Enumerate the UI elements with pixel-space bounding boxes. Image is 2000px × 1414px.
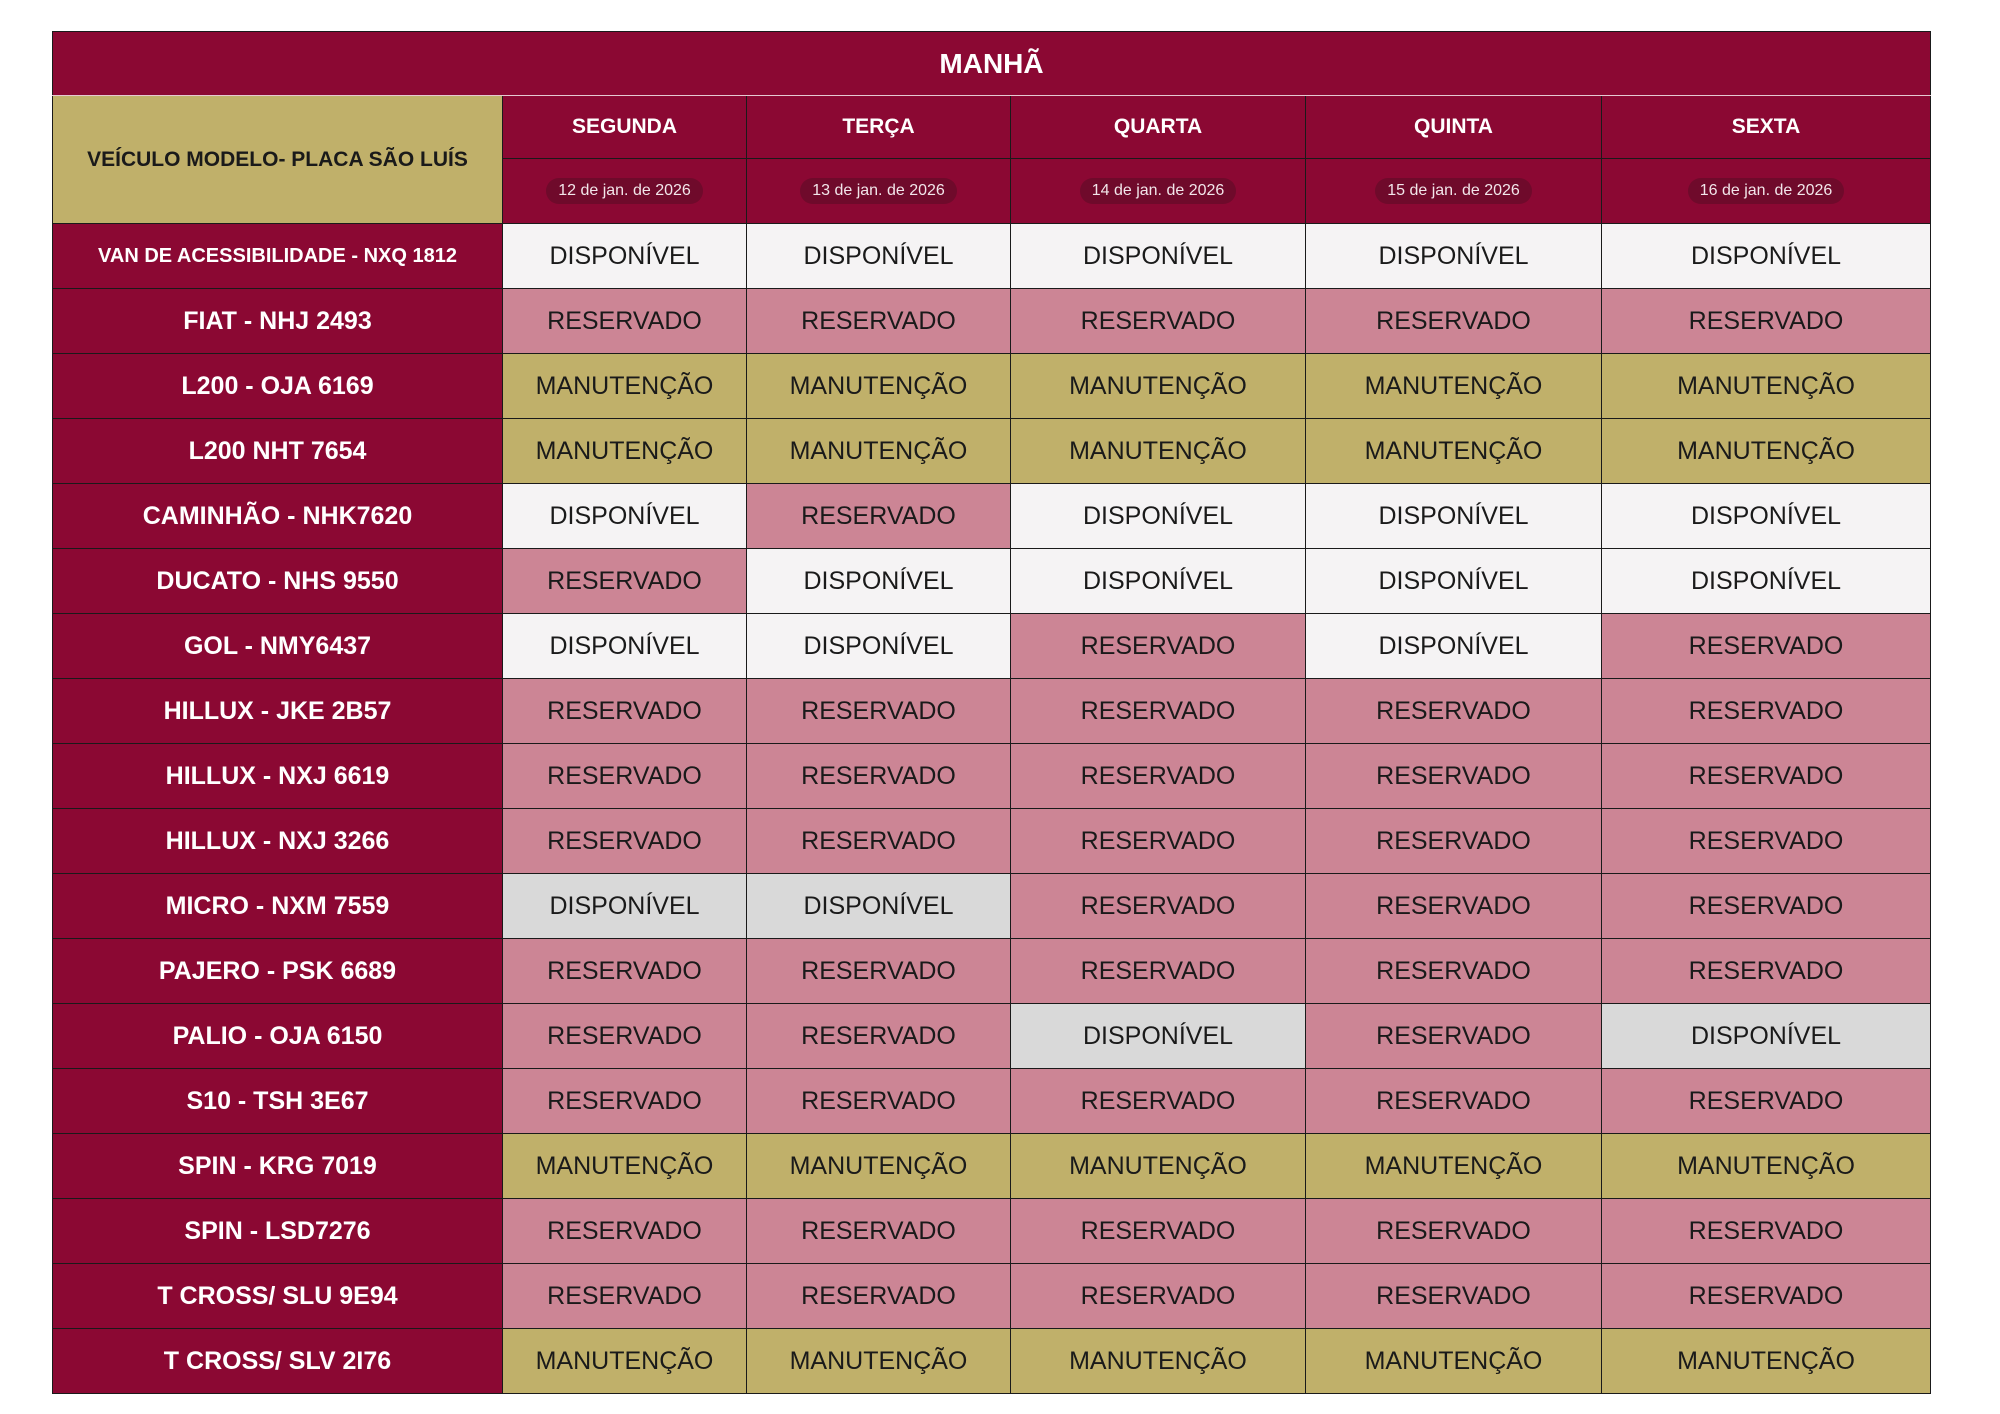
date-cell — [503, 159, 747, 224]
status-cell: DISPONÍVEL — [503, 874, 747, 939]
table-row — [53, 1069, 1931, 1134]
status-cell: RESERVADO — [747, 939, 1011, 1004]
table-row — [53, 744, 1931, 809]
status-cell: RESERVADO — [1011, 679, 1306, 744]
status-cell: DISPONÍVEL — [503, 484, 747, 549]
status-cell: DISPONÍVEL — [1602, 224, 1931, 289]
status-cell: RESERVADO — [1306, 1069, 1602, 1134]
status-cell: RESERVADO — [503, 549, 747, 614]
status-cell: RESERVADO — [747, 809, 1011, 874]
vehicle-name: MICRO - NXM 7559 — [53, 874, 503, 939]
status-cell: RESERVADO — [503, 289, 747, 354]
status-cell: RESERVADO — [747, 744, 1011, 809]
status-cell: RESERVADO — [503, 1199, 747, 1264]
status-cell: MANUTENÇÃO — [1011, 354, 1306, 419]
table-row — [53, 1199, 1931, 1264]
status-cell: RESERVADO — [1011, 289, 1306, 354]
status-cell: MANUTENÇÃO — [1602, 419, 1931, 484]
status-cell: DISPONÍVEL — [1306, 614, 1602, 679]
status-cell: RESERVADO — [1602, 1199, 1931, 1264]
status-cell: MANUTENÇÃO — [1306, 419, 1602, 484]
vehicle-name: GOL - NMY6437 — [53, 614, 503, 679]
table-row — [53, 874, 1931, 939]
date-chip: 16 de jan. de 2026 — [1688, 178, 1845, 204]
vehicle-name: CAMINHÃO - NHK7620 — [53, 484, 503, 549]
day-header: QUARTA — [1011, 96, 1306, 159]
status-cell: MANUTENÇÃO — [503, 354, 747, 419]
status-cell: RESERVADO — [1011, 744, 1306, 809]
status-cell: RESERVADO — [1306, 1264, 1602, 1329]
vehicle-name: SPIN - LSD7276 — [53, 1199, 503, 1264]
date-chip: 12 de jan. de 2026 — [546, 178, 703, 204]
status-cell: RESERVADO — [503, 809, 747, 874]
table-row — [53, 809, 1931, 874]
status-cell: RESERVADO — [1306, 809, 1602, 874]
status-cell: DISPONÍVEL — [747, 549, 1011, 614]
status-cell: DISPONÍVEL — [1011, 224, 1306, 289]
status-cell: DISPONÍVEL — [1306, 549, 1602, 614]
status-cell: RESERVADO — [1602, 1264, 1931, 1329]
status-cell: RESERVADO — [1602, 1069, 1931, 1134]
status-cell: DISPONÍVEL — [1306, 224, 1602, 289]
status-cell: RESERVADO — [747, 679, 1011, 744]
table-row — [53, 289, 1931, 354]
vehicle-name: SPIN - KRG 7019 — [53, 1134, 503, 1199]
status-cell: DISPONÍVEL — [747, 224, 1011, 289]
date-chip: 14 de jan. de 2026 — [1080, 178, 1237, 204]
day-header-row — [53, 96, 1931, 159]
date-cell — [1306, 159, 1602, 224]
vehicle-schedule-table — [52, 31, 1931, 1394]
table-row — [53, 939, 1931, 1004]
status-cell: MANUTENÇÃO — [1306, 1134, 1602, 1199]
title-row — [53, 32, 1931, 96]
status-cell: MANUTENÇÃO — [1011, 1329, 1306, 1394]
vehicle-name: PAJERO - PSK 6689 — [53, 939, 503, 1004]
status-cell: RESERVADO — [747, 1199, 1011, 1264]
status-cell: RESERVADO — [1011, 939, 1306, 1004]
schedule-title: MANHÃ — [53, 32, 1931, 96]
status-cell: DISPONÍVEL — [747, 614, 1011, 679]
status-cell: DISPONÍVEL — [503, 614, 747, 679]
vehicle-name: HILLUX - NXJ 6619 — [53, 744, 503, 809]
status-cell: DISPONÍVEL — [1306, 484, 1602, 549]
status-cell: MANUTENÇÃO — [747, 1134, 1011, 1199]
vehicle-name: DUCATO - NHS 9550 — [53, 549, 503, 614]
table-row — [53, 1264, 1931, 1329]
status-cell: RESERVADO — [1011, 614, 1306, 679]
status-cell: DISPONÍVEL — [1602, 1004, 1931, 1069]
date-cell — [747, 159, 1011, 224]
status-cell: MANUTENÇÃO — [747, 419, 1011, 484]
status-cell: DISPONÍVEL — [1011, 484, 1306, 549]
status-cell: RESERVADO — [1306, 1199, 1602, 1264]
status-cell: MANUTENÇÃO — [1306, 1329, 1602, 1394]
vehicle-name: HILLUX - NXJ 3266 — [53, 809, 503, 874]
table-row — [53, 419, 1931, 484]
status-cell: RESERVADO — [1306, 874, 1602, 939]
status-cell: DISPONÍVEL — [1602, 484, 1931, 549]
table-row — [53, 354, 1931, 419]
day-header: SEGUNDA — [503, 96, 747, 159]
status-cell: RESERVADO — [747, 1264, 1011, 1329]
vehicle-name: S10 - TSH 3E67 — [53, 1069, 503, 1134]
vehicle-name: L200 NHT 7654 — [53, 419, 503, 484]
day-header: QUINTA — [1306, 96, 1602, 159]
vehicle-name: T CROSS/ SLV 2I76 — [53, 1329, 503, 1394]
table-row — [53, 1329, 1931, 1394]
status-cell: RESERVADO — [503, 1264, 747, 1329]
status-cell: RESERVADO — [747, 1004, 1011, 1069]
vehicle-name: T CROSS/ SLU 9E94 — [53, 1264, 503, 1329]
date-chip: 13 de jan. de 2026 — [800, 178, 957, 204]
status-cell: MANUTENÇÃO — [1306, 354, 1602, 419]
status-cell: RESERVADO — [1602, 679, 1931, 744]
status-cell: RESERVADO — [1011, 1069, 1306, 1134]
status-cell: RESERVADO — [1306, 289, 1602, 354]
date-cell — [1011, 159, 1306, 224]
status-cell: RESERVADO — [503, 679, 747, 744]
status-cell: MANUTENÇÃO — [747, 354, 1011, 419]
table-row — [53, 549, 1931, 614]
status-cell: RESERVADO — [1306, 744, 1602, 809]
day-header: SEXTA — [1602, 96, 1931, 159]
vehicle-name: PALIO - OJA 6150 — [53, 1004, 503, 1069]
status-cell: RESERVADO — [747, 484, 1011, 549]
status-cell: DISPONÍVEL — [1011, 1004, 1306, 1069]
status-cell: RESERVADO — [1011, 1264, 1306, 1329]
status-cell: MANUTENÇÃO — [1602, 1329, 1931, 1394]
status-cell: DISPONÍVEL — [1011, 549, 1306, 614]
status-cell: MANUTENÇÃO — [503, 419, 747, 484]
status-cell: DISPONÍVEL — [503, 224, 747, 289]
status-cell: RESERVADO — [503, 1004, 747, 1069]
status-cell: DISPONÍVEL — [747, 874, 1011, 939]
vehicle-column-header: VEÍCULO MODELO- PLACA SÃO LUÍS — [53, 96, 503, 224]
status-cell: RESERVADO — [1602, 939, 1931, 1004]
table-row — [53, 1004, 1931, 1069]
status-cell: MANUTENÇÃO — [1011, 419, 1306, 484]
vehicle-name: L200 - OJA 6169 — [53, 354, 503, 419]
status-cell: MANUTENÇÃO — [1011, 1134, 1306, 1199]
table-row — [53, 1134, 1931, 1199]
status-cell: RESERVADO — [1011, 874, 1306, 939]
date-chip: 15 de jan. de 2026 — [1375, 178, 1532, 204]
status-cell: MANUTENÇÃO — [747, 1329, 1011, 1394]
status-cell: RESERVADO — [1306, 679, 1602, 744]
table-row — [53, 679, 1931, 744]
status-cell: RESERVADO — [1602, 809, 1931, 874]
status-cell: RESERVADO — [1011, 809, 1306, 874]
status-cell: RESERVADO — [747, 289, 1011, 354]
status-cell: RESERVADO — [1306, 1004, 1602, 1069]
status-cell: RESERVADO — [503, 939, 747, 1004]
status-cell: RESERVADO — [1602, 744, 1931, 809]
status-cell: RESERVADO — [1602, 874, 1931, 939]
status-cell: RESERVADO — [1602, 289, 1931, 354]
day-header: TERÇA — [747, 96, 1011, 159]
status-cell: MANUTENÇÃO — [503, 1329, 747, 1394]
vehicle-name: FIAT - NHJ 2493 — [53, 289, 503, 354]
table-row — [53, 614, 1931, 679]
vehicle-name: HILLUX - JKE 2B57 — [53, 679, 503, 744]
status-cell: RESERVADO — [747, 1069, 1011, 1134]
status-cell: DISPONÍVEL — [1602, 549, 1931, 614]
status-cell: RESERVADO — [1306, 939, 1602, 1004]
status-cell: MANUTENÇÃO — [1602, 1134, 1931, 1199]
date-cell — [1602, 159, 1931, 224]
table-row — [53, 224, 1931, 289]
status-cell: RESERVADO — [1011, 1199, 1306, 1264]
status-cell: RESERVADO — [503, 744, 747, 809]
status-cell: MANUTENÇÃO — [503, 1134, 747, 1199]
status-cell: RESERVADO — [503, 1069, 747, 1134]
status-cell: RESERVADO — [1602, 614, 1931, 679]
status-cell: MANUTENÇÃO — [1602, 354, 1931, 419]
vehicle-name: VAN DE ACESSIBILIDADE - NXQ 1812 — [53, 224, 503, 289]
table-row — [53, 484, 1931, 549]
